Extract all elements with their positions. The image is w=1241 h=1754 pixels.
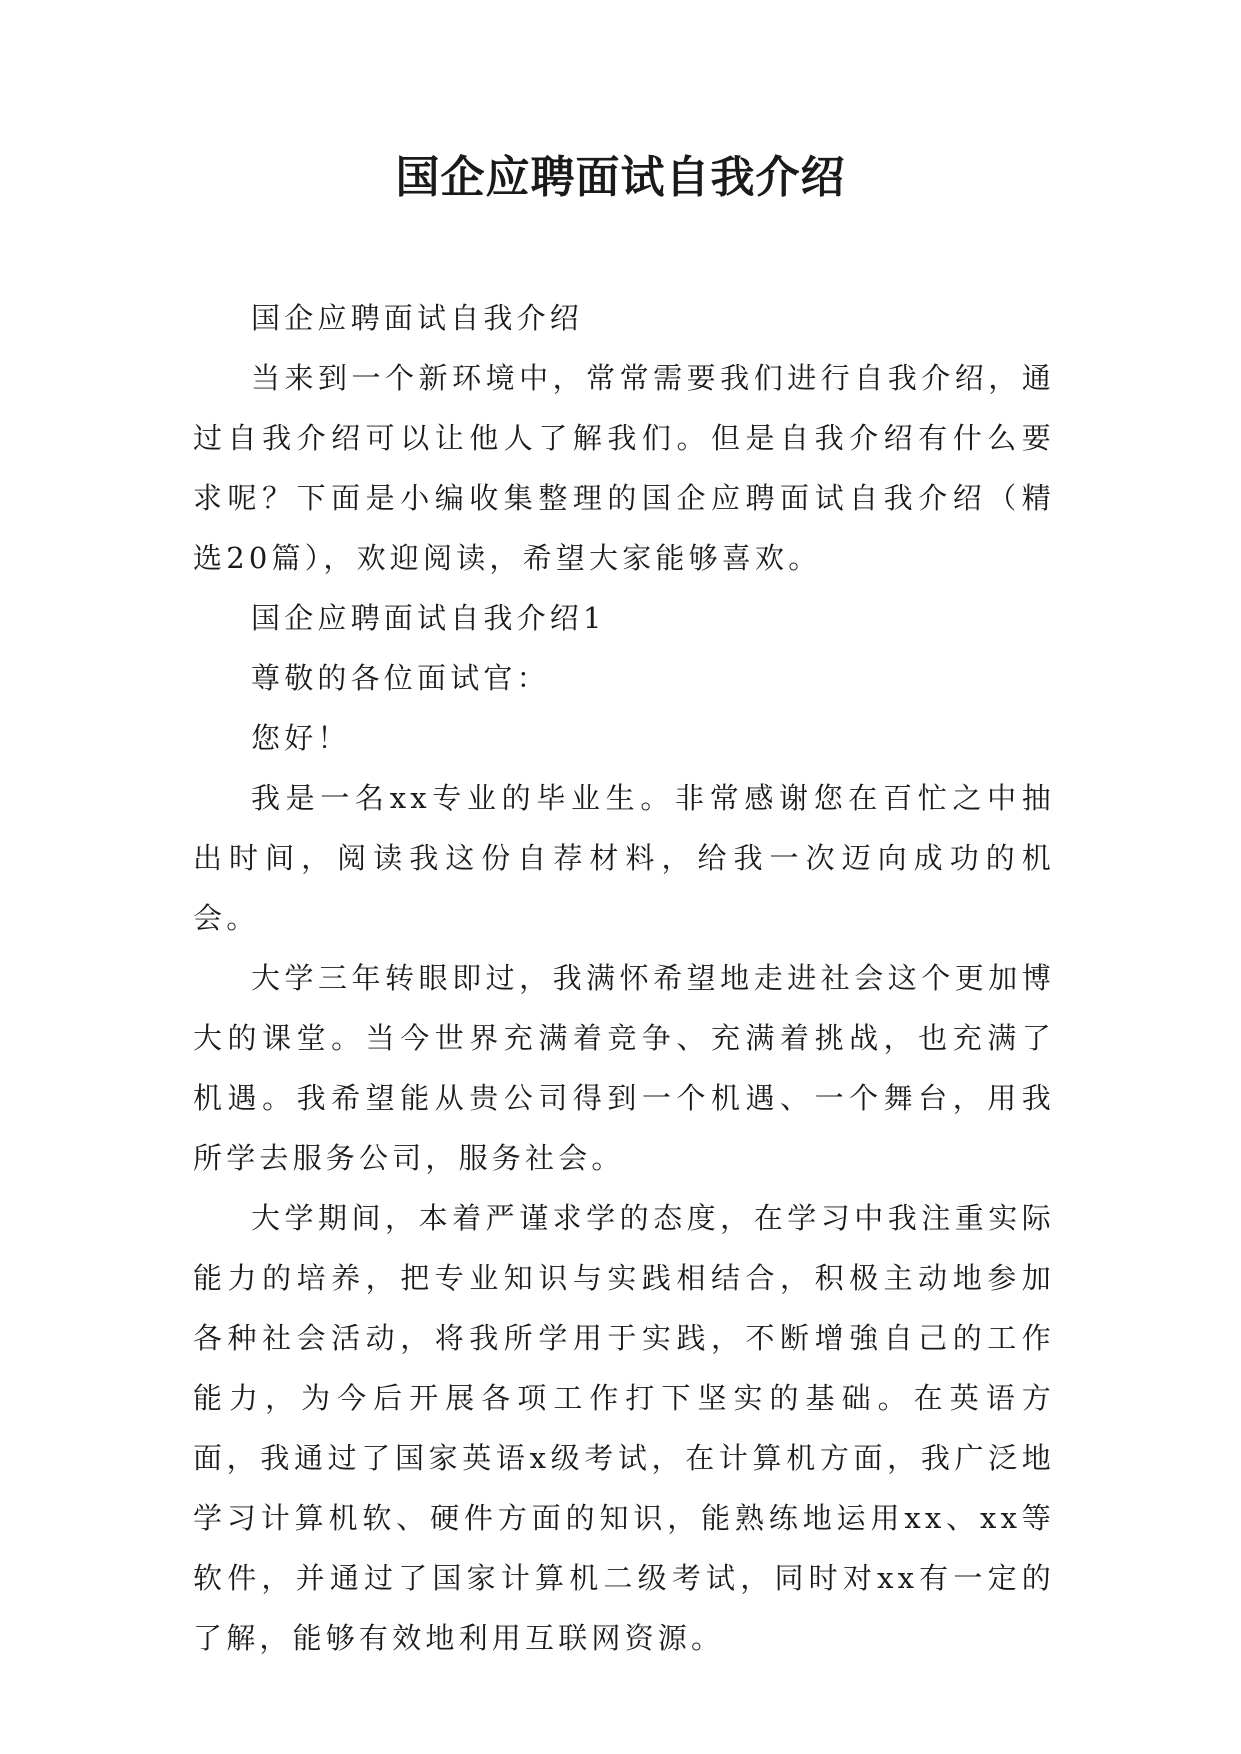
document-title: 国企应聘面试自我介绍 bbox=[395, 152, 846, 203]
paragraph-body-2: 大学三年转眼即过，我满怀希望地走进社会这个更加博大的课堂。当今世界充满着竞争、充满着挑战，也充满了机遇。我希望能从贵公司得到一个机遇、一个舞台，用我所学去服务公司，服务社会。 bbox=[193, 961, 1055, 1175]
paragraph-section-heading: 国企应聘面试自我介绍1 bbox=[251, 601, 606, 635]
paragraph-salutation: 尊敬的各位面试官： bbox=[251, 661, 550, 695]
paragraph-body-3: 大学期间，本着严谨求学的态度，在学习中我注重实际能力的培养，把专业知识与实践相结合，积极主动地参加各种社会活动，将我所学用于实践，不断增強自己的工作能力，为今后开展各项工作打下坚实的基础。在英语方面，我通过了国家英语x级考试，在计算机方面，我广泛地学习计算机软、硬件方面的知识，能熟练地运用xx、xx等软件，并通过了国家计算机二级考试，同时对xx有一定的了解，能够有效地利用互联网资源。 bbox=[193, 1201, 1055, 1655]
paragraph-intro: 当来到一个新环境中，常常需要我们进行自我介绍，通过自我介绍可以让他人了解我们。但是自我介绍有什么要求呢？下面是小编收集整理的国企应聘面试自我介绍（精选20篇），欢迎阅读，希望大家能够喜欢。 bbox=[193, 361, 1055, 575]
paragraph-body-1: 我是一名xx专业的毕业生。非常感谢您在百忙之中抽出时间，阅读我这份自荐材料，给我一次迈向成功的机会。 bbox=[193, 781, 1055, 935]
document-body bbox=[193, 288, 1055, 1668]
paragraph-subtitle: 国企应聘面试自我介绍 bbox=[251, 301, 584, 335]
paragraph-greeting: 您好！ bbox=[251, 721, 351, 755]
